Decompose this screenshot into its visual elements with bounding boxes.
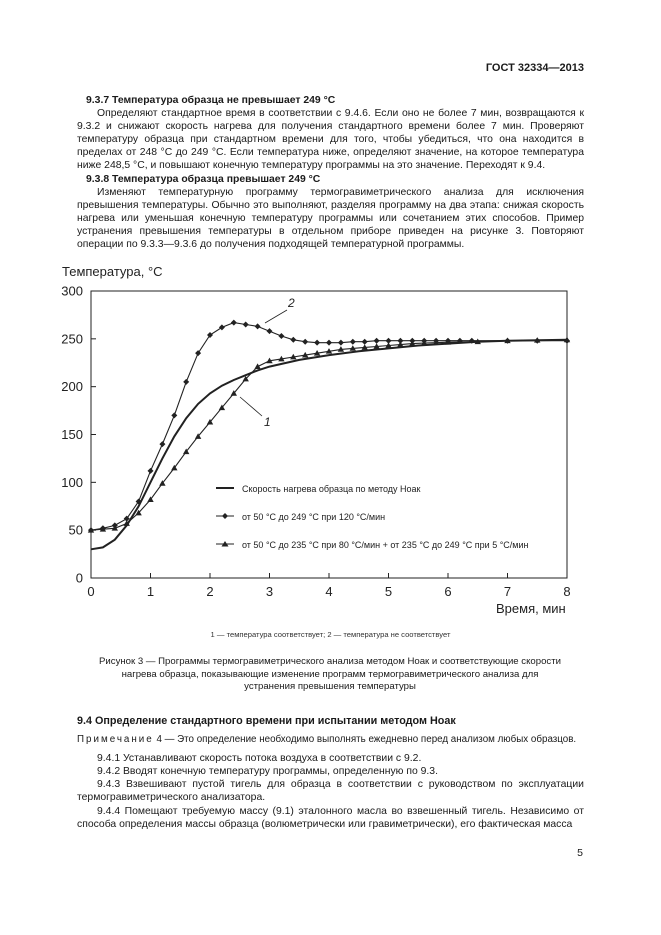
series-line-3 xyxy=(91,340,567,530)
series-line-2 xyxy=(91,323,567,531)
diamond-point xyxy=(314,340,320,346)
note-4 xyxy=(77,733,584,746)
y-tick-label: 0 xyxy=(75,570,83,586)
legend xyxy=(216,484,529,550)
y-tick-label: 300 xyxy=(61,283,83,299)
note-text: 4 — Это определение необходимо выполнять ежедневно перед анализом любых образцов. xyxy=(153,734,577,746)
diamond-point xyxy=(231,320,237,326)
heading-9-3-8: 9.3.8 Температура образца превышает 249 °C xyxy=(86,173,321,185)
y-tick-label: 100 xyxy=(61,474,83,490)
triangle-point xyxy=(254,363,260,369)
diamond-point xyxy=(148,468,154,474)
paragraph-9-4-3: 9.4.3 Взвешивают пустой тигель для образца в соответствии с руководством по эксплуатации термогравиметрического анализатора. xyxy=(77,779,584,804)
diamond-point xyxy=(374,338,380,344)
paragraph-9-4-4: 9.4.4 Помещают требуемую массу (9.1) эталонного масла во взвешенный тигель. Независимо от способа определения массы образца (волюметрически или гравиметрически), его фактическая масса xyxy=(77,805,584,830)
paragraph-9-4-2: 9.4.2 Вводят конечную температуру программы, определенную по 9.3. xyxy=(97,766,438,778)
x-tick-label: 1 xyxy=(146,584,155,599)
top-text-block xyxy=(77,94,584,251)
figure-legend-note: 1 — температура соответствует; 2 — температура не соответствует xyxy=(210,630,451,639)
diamond-point xyxy=(302,339,308,345)
curve-label-1: 1 xyxy=(264,415,271,429)
x-tick-label: 5 xyxy=(384,584,393,599)
document-header: ГОСТ 32334—2013 xyxy=(485,62,584,74)
page-number: 5 xyxy=(577,847,583,859)
note-label: Примечание xyxy=(77,734,154,746)
diamond-point xyxy=(290,337,296,343)
y-tick-label: 150 xyxy=(61,427,83,442)
x-tick-label: 6 xyxy=(444,584,452,599)
diamond-point xyxy=(255,323,261,329)
pointer-curve-1 xyxy=(240,397,262,416)
diamond-point xyxy=(159,441,165,447)
x-tick-label: 4 xyxy=(325,584,333,599)
x-tick-label: 7 xyxy=(503,584,512,599)
y-tick-label: 50 xyxy=(68,522,83,538)
legend-label-80-5: от 50 °С до 235 °С при 80 °С/мин + от 235 °С до 249 °С при 5 °С/мин xyxy=(242,540,529,550)
diamond-point xyxy=(338,340,344,346)
diamond-point xyxy=(267,328,273,334)
diamond-point xyxy=(195,350,201,356)
x-tick-label: 3 xyxy=(265,584,274,599)
legend-marker-diamond xyxy=(222,513,228,519)
x-tick-label: 8 xyxy=(563,584,571,599)
diamond-point xyxy=(243,321,249,327)
paragraph-9-3-7: Определяют стандартное время в соответствии с 9.4.6. Если оно не более 7 мин, возвращаются к 9.3.2 и снижают скорость нагрева для получения стандартного времени более 7 мин. Проверяют температуру образца при стандартном времени для того, чтобы убедиться, что она находится в пределах от 248 °C до 249 °C. Если температура ниже, определяют значение, на которое температура ниже 248,5 °C, и повышают конечную температуру программы на это значение. Переходят к 9.4. xyxy=(77,108,584,172)
diamond-point xyxy=(219,324,225,330)
curve-label-2: 2 xyxy=(288,296,295,310)
paragraph-9-4-1: 9.4.1 Устанавливают скорость потока воздуха в соответствии с 9.2. xyxy=(97,753,422,765)
x-tick-label: 2 xyxy=(206,584,214,599)
x-tick-label: 0 xyxy=(87,584,95,599)
diamond-point xyxy=(207,332,213,338)
heading-9-4: 9.4 Определение стандартного времени при испытании методом Ноак xyxy=(77,715,456,727)
pointer-curve-2 xyxy=(265,310,287,323)
y-tick-label: 200 xyxy=(61,379,83,395)
paragraph-9-3-8: Изменяют температурную программу термогравиметрического анализа для исключения превышения температуры. Обычно это выполняют, разделяя программу на два этапа: снижая скорость нагрева или уменьшая конечную температуру программы или сочетанием этих способов. Пример устранения превышения температуры в отдельном приборе приведен на рисунке 3. Повторяют операции по 9.3.3—9.3.6 до получения подходящей температурной программы. xyxy=(77,186,584,251)
diamond-point xyxy=(350,339,356,345)
temperature-chart xyxy=(0,255,661,625)
plot-frame xyxy=(91,291,567,578)
y-tick-label: 250 xyxy=(61,331,83,347)
heading-9-3-7: 9.3.7 Температура образца не превышает 249 °C xyxy=(86,95,336,106)
diamond-point xyxy=(362,339,368,345)
diamond-point xyxy=(278,333,284,339)
legend-label-noack: Скорость нагрева образца по методу Ноак xyxy=(242,484,421,494)
diamond-point xyxy=(326,340,332,346)
diamond-point xyxy=(183,379,189,385)
legend-label-120: от 50 °С до 249 °С при 120 °С/мин xyxy=(242,512,386,522)
bottom-text-block xyxy=(77,715,584,831)
diamond-point xyxy=(171,412,177,418)
figure-caption: Рисунок 3 — Программы термогравиметрического анализа методом Ноак и соответствующие скорости нагрева образца, показывающие изменение программ термогравиметрического анализа для устранения превышения температуры xyxy=(99,656,561,693)
y-axis-label: Температура, °С xyxy=(62,264,163,279)
x-axis-label: Время, мин xyxy=(496,601,566,616)
